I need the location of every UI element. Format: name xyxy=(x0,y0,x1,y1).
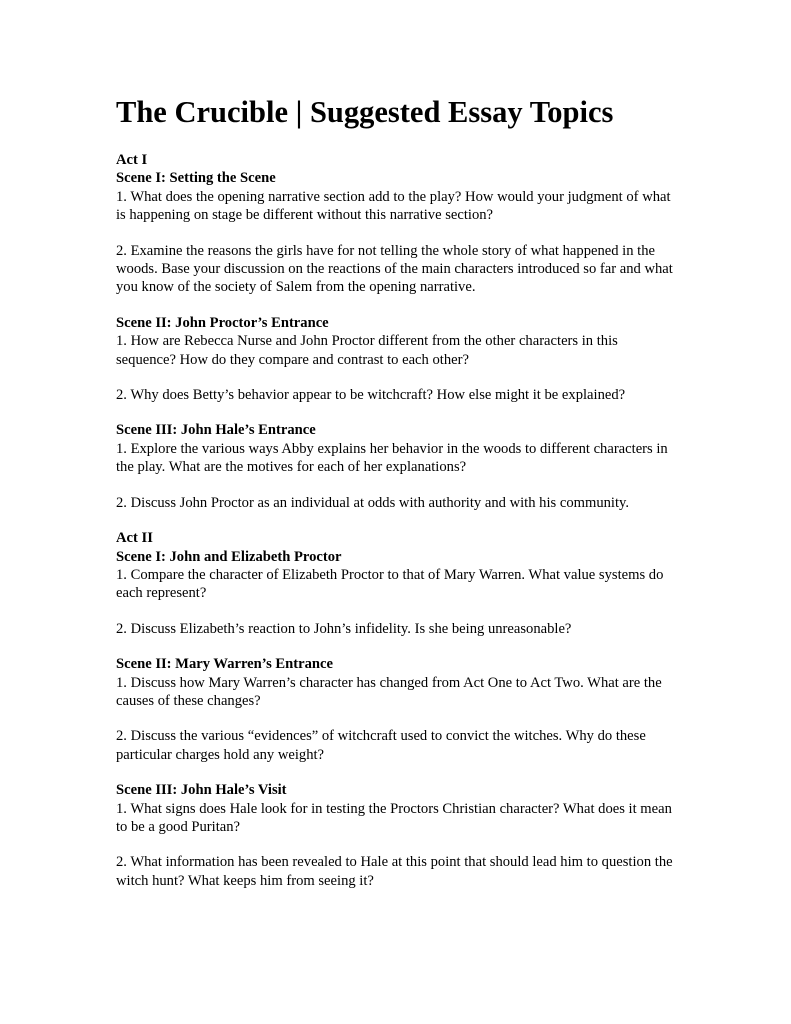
essay-question: 1. Explore the various ways Abby explains her behavior in the woods to different characters in the play. What are the motives for each of her explanations? xyxy=(116,440,668,476)
scene-heading: Scene III: John Hale’s Visit xyxy=(116,782,287,799)
scene-heading: Scene III: John Hale’s Entrance xyxy=(116,422,316,439)
essay-question: 2. Why does Betty’s behavior appear to be witchcraft? How else might it be explained? xyxy=(116,387,626,404)
scene-section xyxy=(116,314,676,405)
scene-heading: Scene I: Setting the Scene xyxy=(116,170,276,187)
paragraph-spacer xyxy=(116,477,676,494)
paragraph-spacer xyxy=(116,512,676,529)
paragraph-spacer xyxy=(116,225,676,242)
scene-heading: Scene II: Mary Warren’s Entrance xyxy=(116,656,333,673)
scene-section xyxy=(116,548,676,639)
essay-question: 2. Discuss the various “evidences” of witchcraft used to convict the witches. Why do these particular charges hold any weight? xyxy=(116,728,646,763)
act-section xyxy=(116,151,676,512)
document-title: The Crucible | Suggested Essay Topics xyxy=(116,95,614,129)
essay-question: 2. Discuss John Proctor as an individual at odds with authority and with his community. xyxy=(116,494,630,511)
paragraph-spacer xyxy=(116,710,676,727)
act-heading: Act II xyxy=(116,530,153,547)
document-page xyxy=(116,92,676,890)
scene-section xyxy=(116,169,676,296)
essay-question: 1. Discuss how Mary Warren’s character has changed from Act One to Act Two. What are the causes of these changes? xyxy=(116,674,662,709)
scene-heading: Scene II: John Proctor’s Entrance xyxy=(116,314,329,331)
act-section xyxy=(116,529,676,890)
document-body xyxy=(116,151,676,890)
paragraph-spacer xyxy=(116,836,676,853)
essay-question: 2. What information has been revealed to Hale at this point that should lead him to question the witch hunt? What keeps him from seeing it? xyxy=(116,854,673,889)
paragraph-spacer xyxy=(116,404,676,421)
essay-question: 2. Examine the reasons the girls have for not telling the whole story of what happened in the woods. Base your discussion on the reactions of the main characters introduced so far and what you know of the society of Salem from the opening narrative. xyxy=(116,242,673,296)
paragraph-spacer xyxy=(116,297,676,314)
paragraph-spacer xyxy=(116,638,676,655)
paragraph-spacer xyxy=(116,764,676,781)
essay-question: 1. How are Rebecca Nurse and John Proctor different from the other characters in this sequence? How do they compare and contrast to each other? xyxy=(116,333,618,368)
scene-heading: Scene I: John and Elizabeth Proctor xyxy=(116,548,342,565)
essay-question: 2. Discuss Elizabeth’s reaction to John’s infidelity. Is she being unreasonable? xyxy=(116,620,572,637)
scene-section xyxy=(116,421,676,512)
essay-question: 1. What signs does Hale look for in testing the Proctors Christian character? What does it mean to be a good Puritan? xyxy=(116,800,672,835)
act-heading: Act I xyxy=(116,152,148,168)
scene-section xyxy=(116,655,676,764)
essay-question: 1. What does the opening narrative section add to the play? How would your judgment of what is happening on stage be different without this narrative section? xyxy=(116,188,671,224)
scene-section xyxy=(116,781,676,890)
paragraph-spacer xyxy=(116,369,676,386)
paragraph-spacer xyxy=(116,603,676,620)
essay-question: 1. Compare the character of Elizabeth Proctor to that of Mary Warren. What value systems do each represent? xyxy=(116,566,664,602)
